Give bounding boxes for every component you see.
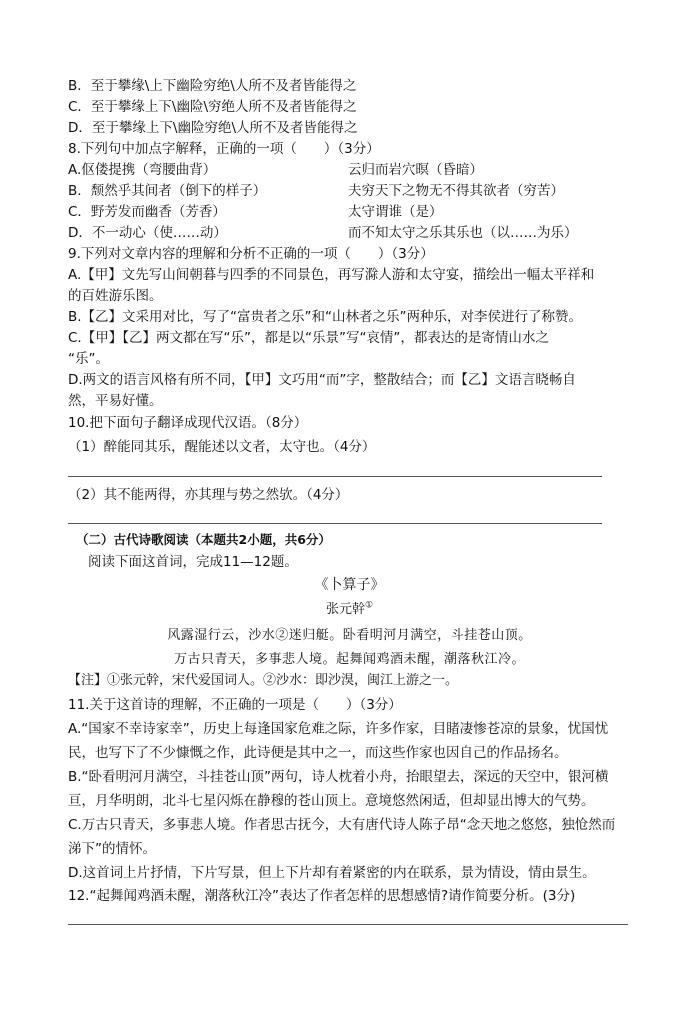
poem-author-name: 张元幹 [325, 602, 365, 617]
poem-line: 万古只青天，多事悲人境。起舞闻鸡酒未醒，潮落秋江冷。 [173, 652, 525, 667]
q9-line: A.【甲】文先写山间朝暮与四季的不同景色，再写滁人游和太守宴，描绘出一幅太平祥和 [68, 267, 595, 283]
section-intro: 阅读下面这首词，完成11—12题。 [88, 554, 298, 570]
q11-stem: 11.关于这首诗的理解，不正确的一项是（ ）（3分） [68, 697, 402, 713]
q8-stem: 8.下列句中加点字解释，正确的一项（ ）（3分） [68, 141, 380, 157]
q11-line: B.“卧看明河月满空，斗挂苍山顶”两句，诗人枕着小舟，抬眼望去，深远的天空中，银河横 [68, 769, 609, 785]
q8-option-c-left: C．野芳发而幽香（芳香） [68, 204, 226, 220]
q11-line: A.“国家不幸诗家幸”，历史上每逢国家危难之际，许多作家，目睹凄惨苍凉的景象，忧国忧 [68, 721, 609, 737]
q11-line: D.这首词上片抒情，下片写景，但上下片却有着紧密的内在联系，景为情设，情由景生。 [68, 865, 596, 881]
q9-line: C.【甲】【乙】两文都在写“乐”，都是以“乐景”写“哀情”，都表达的是寄情山水之 [68, 330, 549, 346]
q11-line: 亘，月华明朗，北斗七星闪烁在静穆的苍山顶上。意境悠然闲适，但却显出博大的气势。 [68, 793, 595, 809]
q7-option-c: C．至于攀缘上下\幽险\穷绝人所不及者皆能得之 [68, 99, 357, 115]
q8-option-a-left: A.伛偻提携（弯腰曲背） [68, 162, 217, 178]
answer-line[interactable] [68, 924, 628, 925]
q9-stem: 9.下列对文章内容的理解和分析不正确的一项（ ）（3分） [68, 246, 434, 262]
q8-option-d-left: D．不一动心（使……动） [68, 225, 227, 241]
q9-line: “乐”。 [68, 351, 109, 367]
q7-option-b: B．至于攀缘\上下幽险穷绝\人所不及者皆能得之 [68, 78, 357, 94]
q8-option-d-right: 而不知太守之乐其乐也（以……为乐） [348, 225, 578, 241]
q8-option-c-right: 太守谓谁（是） [348, 204, 443, 220]
poem-line: 风露湿行云，沙水②迷归艇。卧看明河月满空，斗挂苍山顶。 [167, 628, 532, 643]
q9-line: B.【乙】文采用对比，写了“富贵者之乐”和“山林者之乐”两种乐，对李侯进行了称赞。 [68, 309, 583, 325]
q8-option-b-left: B．颓然乎其间者（倒下的样子） [68, 183, 267, 199]
q7-option-d: D．至于攀缘上下\幽险穷绝\人所不及者皆能得之 [68, 120, 358, 136]
section-heading: （二）古代诗歌阅读（本题共2小题，共6分） [76, 532, 331, 547]
answer-line[interactable] [68, 476, 602, 477]
q11-line: C.万古只青天，多事悲人境。作者思古抚今，大有唐代诗人陈子昂“念天地之悠悠，独怆然而 [68, 817, 616, 833]
poem-title: 《卜算子》 [314, 577, 385, 593]
q10-item-2: （2）其不能两得，亦其理与势之然欤。（4分） [68, 487, 349, 503]
q8-option-b-right: 夫穷天下之物无不得其欲者（穷苦） [348, 183, 564, 199]
q11-line: 民，也写下了不少慷慨之作，此诗便是其中之一，而这些作家也因自己的作品扬名。 [68, 745, 568, 761]
answer-line[interactable] [68, 523, 602, 524]
q9-line: 然，平易好懂。 [68, 393, 163, 409]
poem-note: 【注】①张元幹，宋代爱国词人。②沙水：即沙湨，闽江上游之一。 [68, 673, 459, 688]
poem-author [0, 598, 699, 617]
q9-line: D.两文的语言风格有所不同，【甲】文巧用“而”字，整散结合；而【乙】文语言晓畅自 [68, 372, 576, 388]
q10-item-1: （1）醉能同其乐，醒能述以文者，太守也。（4分） [68, 439, 376, 455]
q11-line: 涕下”的情怀。 [68, 841, 156, 857]
q9-line: 的百姓游乐图。 [68, 288, 163, 304]
footnote-mark: ① [364, 600, 374, 611]
q12-stem: 12.“起舞闻鸡酒未醒，潮落秋江冷”表达了作者怎样的思想感情?请作简要分析。(3分) [68, 888, 576, 904]
q10-stem: 10.把下面句子翻译成现代汉语。（8分） [68, 415, 308, 431]
q8-option-a-right: 云归而岩穴暝（昏暗） [348, 162, 483, 178]
